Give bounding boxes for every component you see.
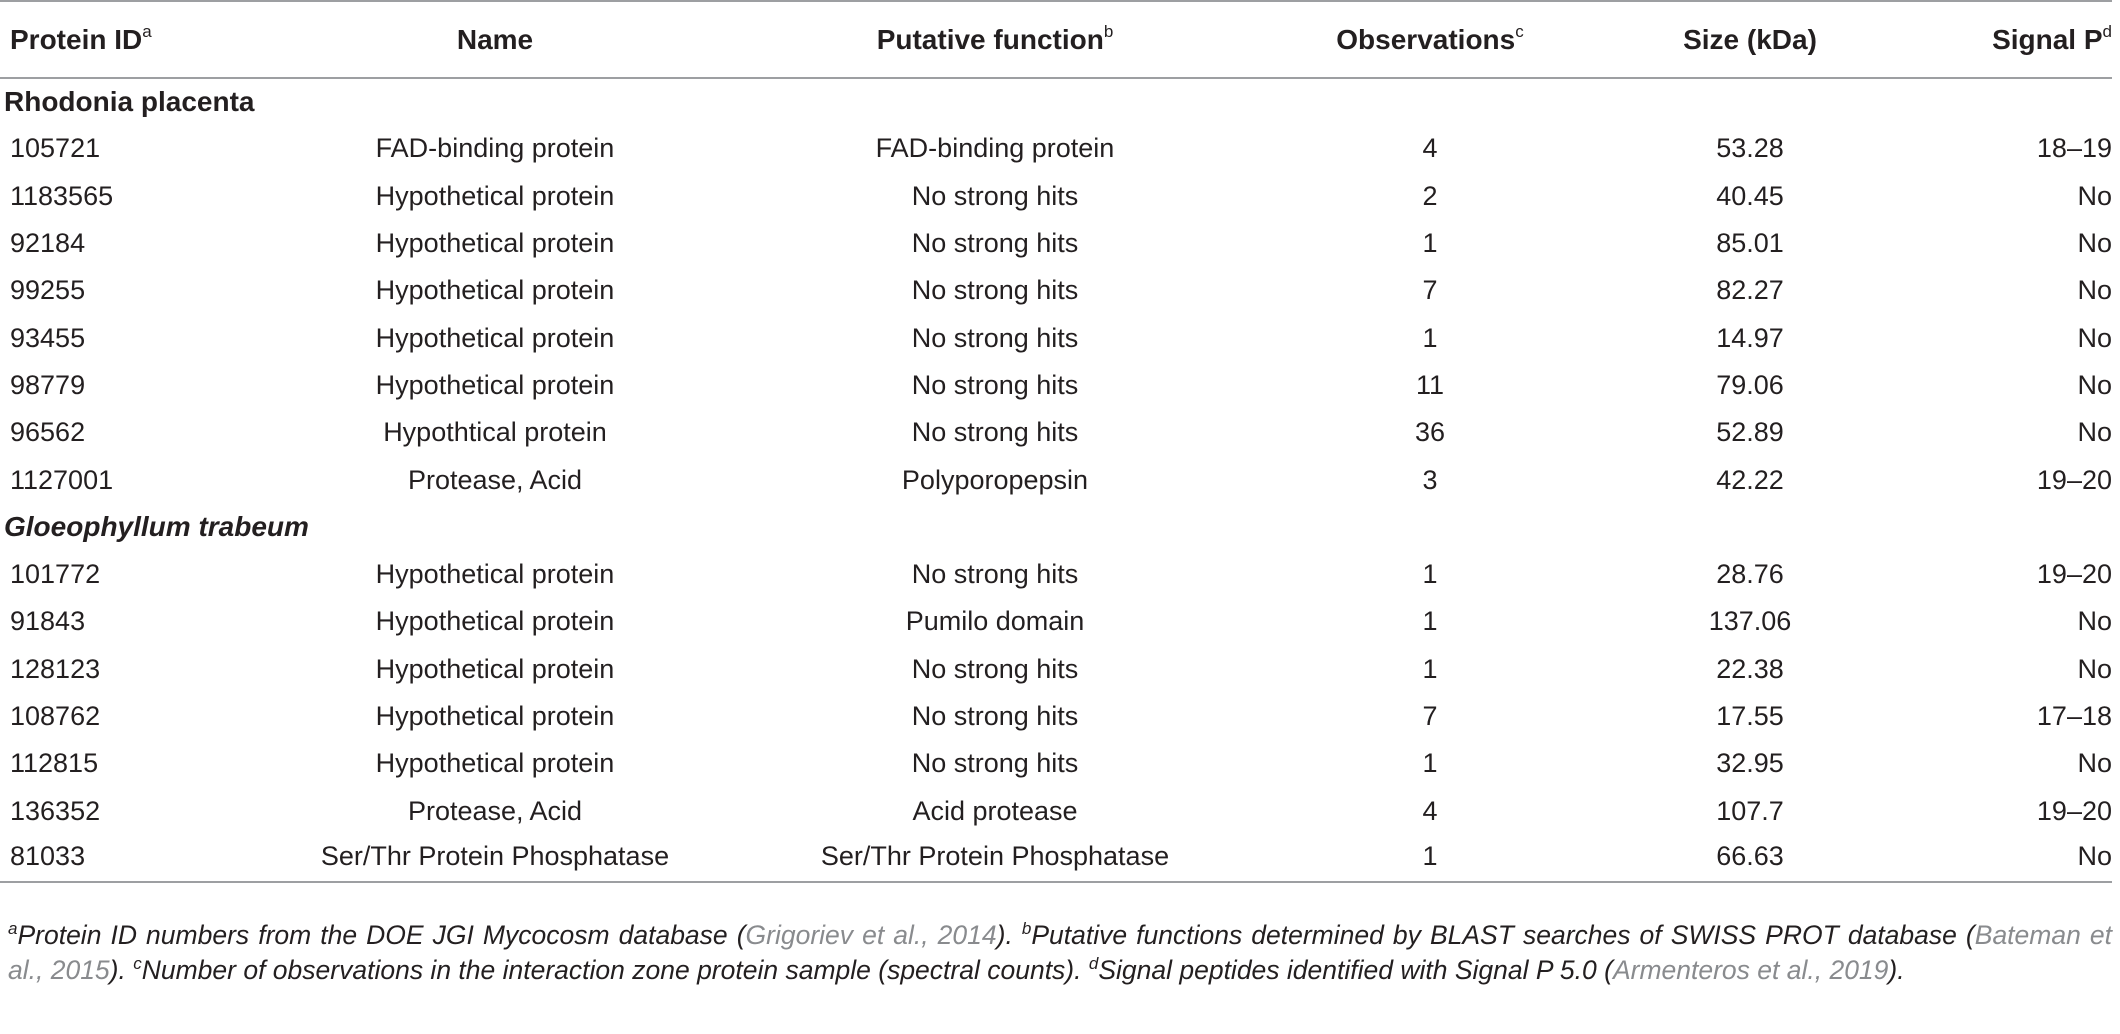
table-row (0, 693, 2112, 740)
function-cell: No strong hits (911, 653, 1079, 684)
size-cell: 85.01 (1716, 228, 1784, 259)
observations-cell: 2 (1422, 180, 1438, 211)
footnote-d-end: ). (1888, 955, 1905, 985)
size-cell: 32.95 (1716, 748, 1784, 779)
table-row (0, 551, 2112, 598)
protein-id-cell: 108762 (10, 701, 101, 731)
footnote-a-reference-link[interactable]: Grigoriev et al., 2014 (745, 920, 997, 950)
function-cell: Ser/Thr Protein Phosphatase (820, 841, 1170, 872)
header-signal-p: Signal $P^d$ (1992, 21, 2112, 55)
name-cell: Hypothetical protein (375, 748, 615, 779)
footnote-b-text: Putative functions determined by BLAST searches of SWISS PROT database ( (1031, 920, 1975, 950)
signal-p-cell: No (2077, 606, 2112, 637)
header-name: Name (456, 23, 534, 55)
observations-cell: 1 (1422, 653, 1438, 684)
signal-p-cell: No (2077, 275, 2112, 306)
observations-cell: 3 (1422, 464, 1438, 495)
protein-id-cell: 98779 (10, 369, 86, 400)
name-cell: Ser/Thr Protein Phosphatase (320, 841, 670, 872)
size-cell: 40.45 (1716, 180, 1784, 211)
signal-p-cell: 17–18 (2036, 701, 2112, 731)
protein-id-cell: 92184 (10, 228, 86, 259)
protein-id-cell: 96562 (10, 417, 86, 448)
signal-p-cell: No (2077, 369, 2112, 400)
observations-cell: 1 (1422, 748, 1438, 779)
signal-p-cell: No (2077, 180, 2112, 211)
function-cell: No strong hits (911, 228, 1079, 259)
protein-id-cell: 99255 (10, 275, 86, 306)
table-row (0, 362, 2112, 409)
signal-p-cell: No (2077, 322, 2112, 353)
name-cell: Hypothetical protein (375, 606, 615, 637)
size-cell: 17.55 (1716, 701, 1784, 731)
protein-id-cell: 93455 (10, 322, 86, 353)
observations-cell: 4 (1422, 133, 1438, 164)
size-cell: 82.27 (1716, 275, 1784, 306)
signal-p-cell: 19–20 (2036, 559, 2112, 590)
section-header-row (0, 504, 2112, 551)
function-cell: No strong hits (911, 417, 1079, 448)
footnote-b-reference-link[interactable]: Bateman et al., 2015 (8, 920, 2112, 985)
size-cell: 22.38 (1716, 653, 1784, 684)
footnote-c-marker: c (133, 953, 142, 973)
size-cell: 53.28 (1716, 133, 1784, 164)
function-cell: FAD-binding protein (875, 133, 1115, 164)
footnote-c-text: Number of observations in the interaction zone protein sample (spectral counts). (141, 955, 1089, 985)
footnote-d-marker: d (1088, 953, 1099, 973)
protein-id-cell: 105721 (10, 133, 101, 164)
name-cell: Protease, Acid (407, 795, 583, 826)
signal-p-cell: 18–19 (2036, 133, 2112, 164)
protein-id-cell: 101772 (10, 559, 101, 590)
size-cell: 107.7 (1716, 795, 1784, 826)
function-cell: No strong hits (911, 322, 1079, 353)
footnote-d-text: Signal peptides identified with Signal P 5.0 ( (1098, 955, 1613, 985)
size-cell: 137.06 (1708, 606, 1792, 637)
protein-id-cell: 128123 (10, 653, 101, 684)
observations-cell: 1 (1422, 841, 1438, 872)
name-cell: Hypothetical protein (375, 275, 615, 306)
table-row (0, 787, 2112, 834)
footnote-d-reference-link[interactable]: Armenteros et al., 2019 (1612, 955, 1889, 985)
table-row (0, 456, 2112, 503)
function-cell: No strong hits (911, 748, 1079, 779)
table-row (0, 409, 2112, 456)
function-cell: Polyporopepsin (901, 464, 1089, 495)
table-header (0, 1, 2112, 78)
name-cell: Hypothetical protein (375, 653, 615, 684)
section-title: Gloeophyllum trabeum (4, 511, 309, 543)
signal-p-cell: No (2077, 417, 2112, 448)
function-cell: No strong hits (911, 275, 1079, 306)
function-cell: No strong hits (911, 369, 1079, 400)
signal-p-cell: No (2077, 748, 2112, 779)
function-cell: No strong hits (911, 559, 1079, 590)
function-cell: No strong hits (911, 180, 1079, 211)
table-row (0, 173, 2112, 220)
protein-id-cell: 81033 (10, 841, 86, 872)
function-cell: Acid protease (912, 795, 1078, 826)
observations-cell: 4 (1422, 795, 1438, 826)
observations-cell: 7 (1422, 275, 1438, 306)
table-body (0, 78, 2112, 882)
size-cell: 79.06 (1716, 369, 1784, 400)
observations-cell: 1 (1422, 559, 1438, 590)
name-cell: Hypothetical protein (375, 180, 615, 211)
table-row (0, 740, 2112, 787)
table-row (0, 314, 2112, 361)
name-cell: Hypothetical protein (375, 559, 615, 590)
protein-id-cell: 1183565 (10, 180, 114, 211)
table-row (0, 646, 2112, 693)
name-cell: FAD-binding protein (375, 133, 615, 164)
table-row (0, 267, 2112, 314)
table-row (0, 125, 2112, 172)
protein-id-cell: 91843 (10, 606, 86, 637)
function-cell: Pumilo domain (905, 606, 1085, 637)
header-size: Size (kDa) (1683, 23, 1817, 55)
name-cell: Hypothtical protein (383, 417, 607, 448)
name-cell: Protease, Acid (407, 464, 583, 495)
protein-id-cell: 112815 (10, 748, 99, 779)
protein-id-cell: 1127001 (10, 464, 114, 495)
observations-cell: 36 (1414, 417, 1446, 448)
signal-p-cell: No (2077, 228, 2112, 259)
footnote-a-end: ). (996, 920, 1022, 950)
header-putative-function: Putative function$^b$ (876, 21, 1114, 55)
protein-id-cell: 136352 (10, 795, 101, 826)
section-header-row (0, 78, 2112, 125)
table-footnote (8, 918, 2112, 988)
name-cell: Hypothetical protein (375, 322, 615, 353)
signal-p-cell: No (2077, 841, 2112, 872)
footnote-b-marker: b (1021, 918, 1032, 938)
observations-cell: 1 (1422, 228, 1438, 259)
size-cell: 28.76 (1716, 559, 1784, 590)
header-observations: Observations$^c$ (1336, 21, 1524, 55)
observations-cell: 7 (1422, 701, 1438, 731)
size-cell: 42.22 (1716, 464, 1784, 495)
signal-p-cell: 19–20 (2036, 795, 2112, 826)
size-cell: 14.97 (1716, 322, 1784, 353)
table-row (0, 835, 2112, 882)
footnote-b-end: ). (109, 955, 134, 985)
header-row (0, 1, 2112, 78)
function-cell: No strong hits (911, 701, 1079, 731)
footnote-a-text: Protein ID numbers from the DOE JGI Mycocosm database ( (17, 920, 746, 950)
header-protein-id: Protein $ID^a$ (10, 21, 152, 55)
name-cell: Hypothetical protein (375, 228, 615, 259)
section-title: Rhodonia placenta (4, 86, 255, 118)
table-row (0, 598, 2112, 645)
observations-cell: 1 (1422, 322, 1438, 353)
observations-cell: 1 (1422, 606, 1438, 637)
signal-p-cell: No (2077, 653, 2112, 684)
name-cell: Hypothetical protein (375, 369, 615, 400)
observations-cell: 11 (1415, 369, 1445, 400)
table-row (0, 220, 2112, 267)
footnote-a-marker: a (8, 918, 18, 938)
size-cell: 66.63 (1716, 841, 1784, 872)
name-cell: Hypothetical protein (375, 701, 615, 731)
signal-p-cell: 19–20 (2036, 464, 2112, 495)
size-cell: 52.89 (1716, 417, 1784, 448)
